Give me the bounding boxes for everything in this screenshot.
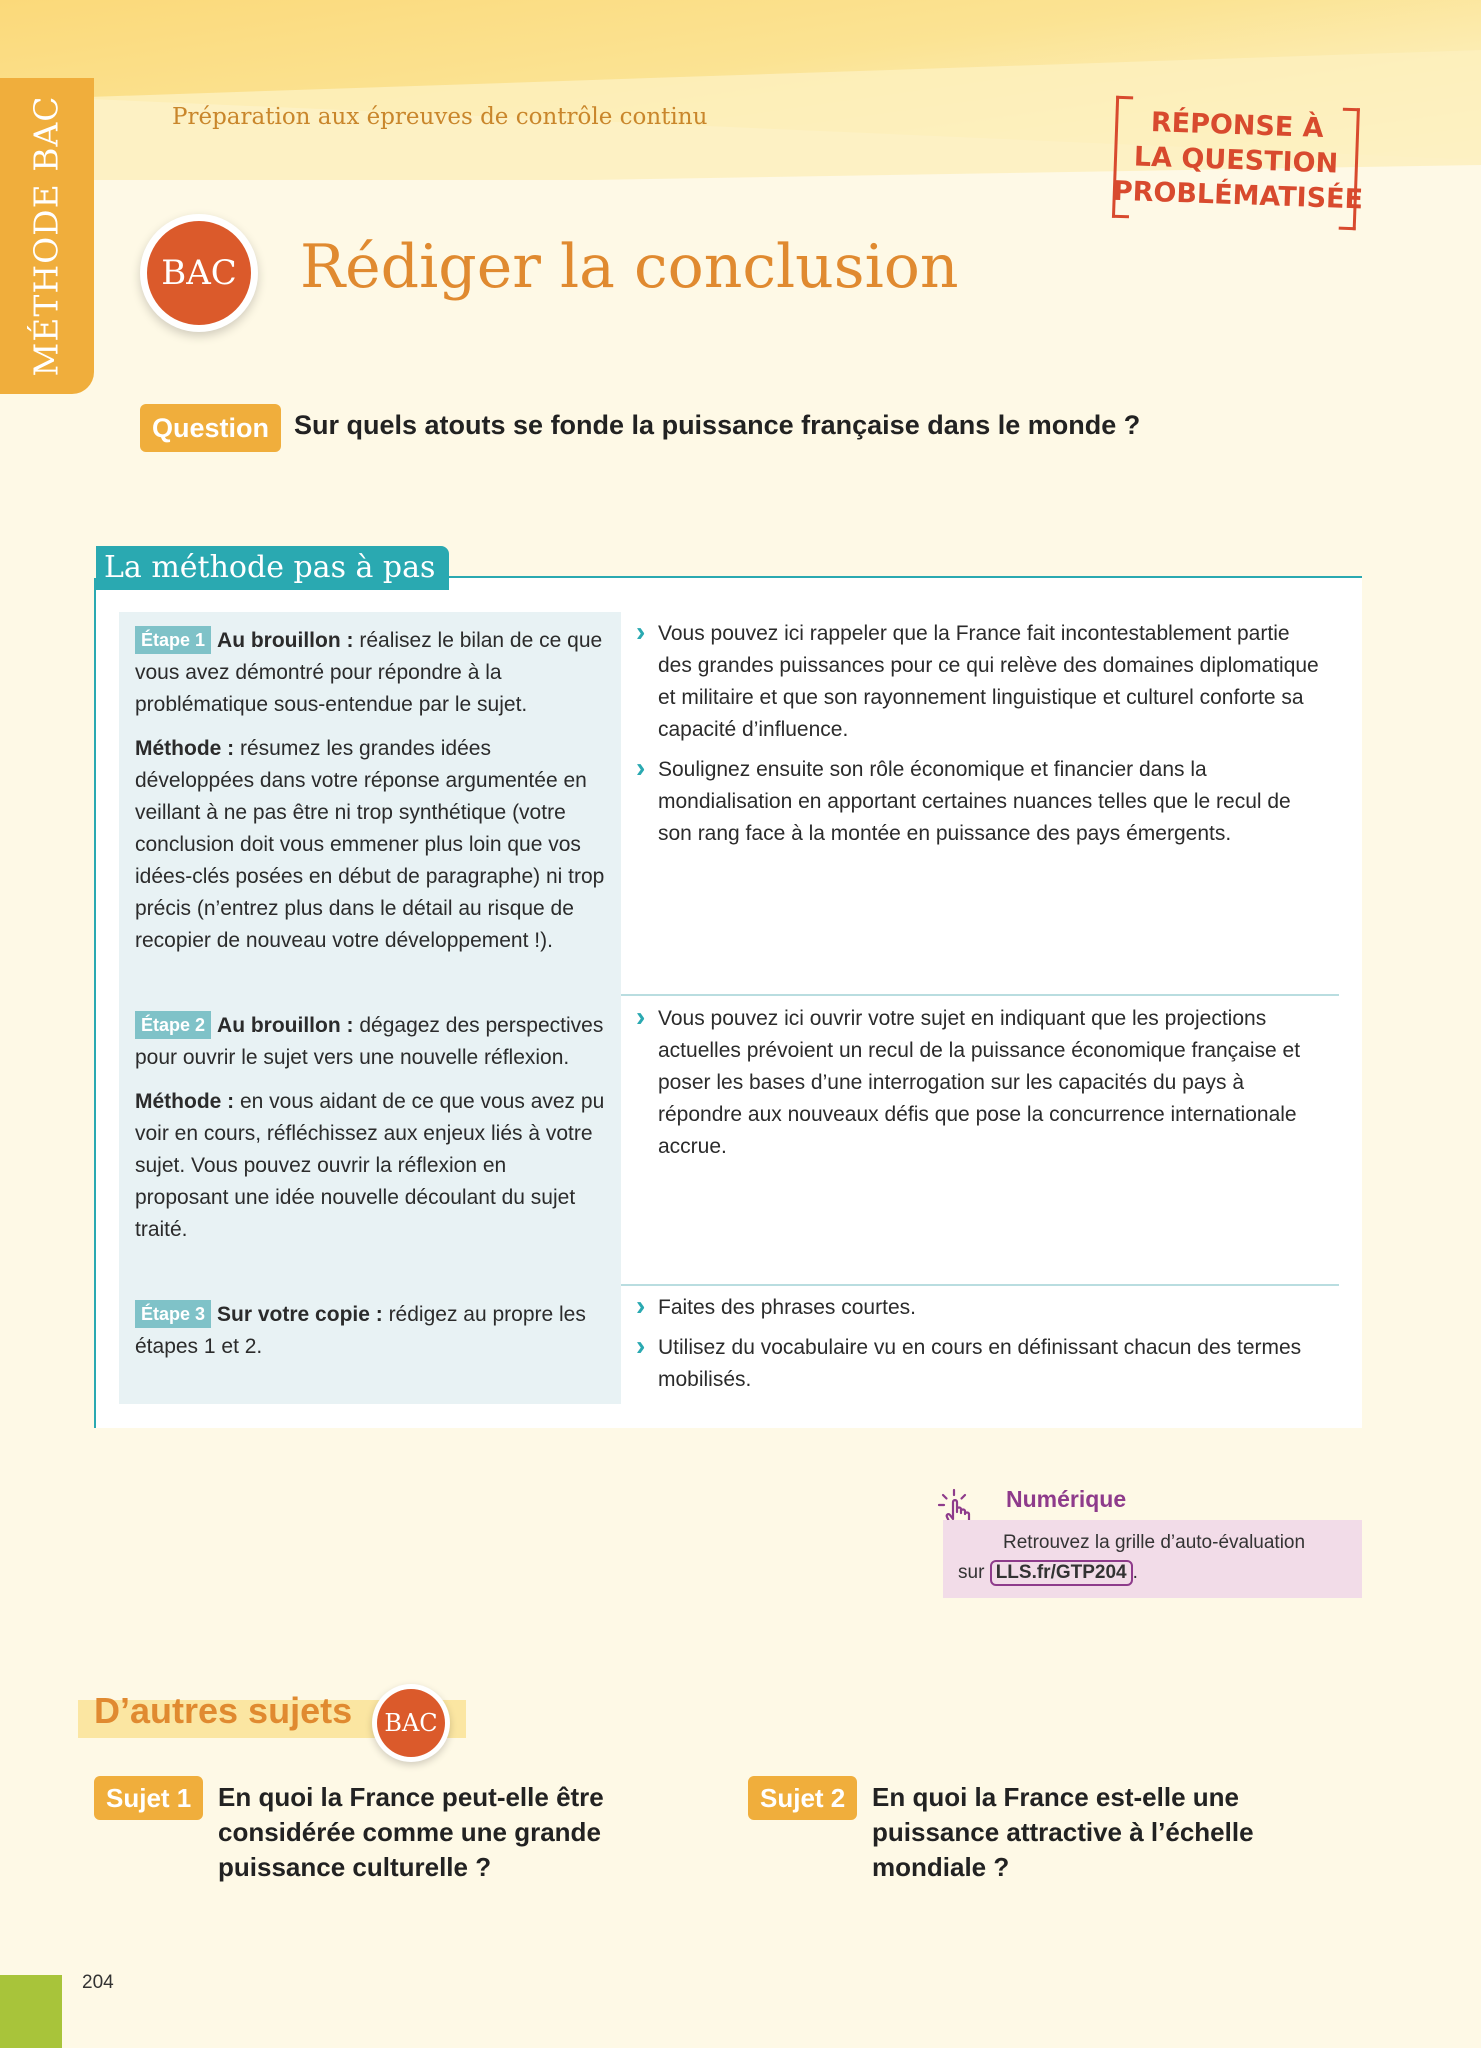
step-text: rédigez au propre les étapes 1 et 2. — [135, 1303, 586, 1358]
side-tab-label: MÉTHODE BAC — [26, 95, 66, 377]
tip-item: › Soulignez ensuite son rôle économique et financier dans la mondialisation en apportant certaines nuances telles que le recul de son rang face à la montée en puissance des pays émergents. — [636, 754, 1326, 850]
step-1 — [135, 625, 605, 969]
step-lead: Sur votre copie : — [217, 1303, 383, 1326]
page-number: 204 — [82, 1972, 114, 1993]
numerique-prefix: sur — [958, 1562, 990, 1583]
method-text: en vous aidant de ce que vous avez pu voir en cours, réfléchissez aux enjeux liés à votre sujet. Vous pouvez ouvrir la réflexion en proposant une idée nouvelle découlant du sujet traité. — [135, 1090, 605, 1241]
page-title: Rédiger la conclusion — [300, 232, 959, 302]
bac-badge — [140, 214, 258, 332]
bac-badge-small — [372, 1684, 450, 1762]
step-lead: Au brouillon : — [217, 629, 354, 652]
step-3 — [135, 1299, 605, 1375]
method-label: Méthode : — [135, 1090, 235, 1113]
stamp-line: LA QUESTION — [1133, 141, 1339, 180]
sujet-1-label: Sujet 1 — [94, 1776, 203, 1820]
step-1-tips — [636, 618, 1326, 858]
method-text: résumez les grandes idées développées dans votre réponse argumentée en veillant à ne pas être ni trop synthétique (votre conclusion doit vous emmener plus loin que vos idées-clés posées en début de paragraphe) ni trop précis (n’entrez plus dans le détail au risque de recopier de nouveau votre développement !). — [135, 737, 605, 952]
step-lead: Au brouillon : — [217, 1014, 354, 1037]
stamp-line: RÉPONSE À — [1150, 107, 1325, 145]
tip-item: › Faites des phrases courtes. — [636, 1292, 1326, 1324]
method-border — [94, 578, 96, 1428]
numerique-suffix: . — [1132, 1562, 1138, 1583]
numerique-text: Retrouvez la grille d’auto-évaluation — [1003, 1532, 1306, 1553]
step-text: dégagez des perspectives pour ouvrir le sujet vers une nouvelle réflexion. — [135, 1014, 604, 1069]
autres-title: D’autres sujets — [94, 1690, 353, 1731]
row-separator — [621, 1284, 1339, 1286]
step-tag: Étape 1 — [135, 626, 211, 654]
row-separator — [621, 994, 1339, 996]
step-2 — [135, 1010, 605, 1258]
tip-item: › Utilisez du vocabulaire vu en cours en définissant chacun des termes mobilisés. — [636, 1332, 1326, 1396]
bac-badge-small-label: BAC — [377, 1689, 445, 1757]
step-3-tips — [636, 1292, 1326, 1404]
bac-badge-label: BAC — [147, 221, 251, 325]
preparation-subtitle: Préparation aux épreuves de contrôle continu — [172, 104, 708, 130]
numerique-link[interactable]: LLS.fr/GTP204 — [990, 1560, 1133, 1586]
question-label: Question — [140, 404, 281, 452]
question-text: Sur quels atouts se fonde la puissance française dans le monde ? — [294, 410, 1141, 440]
stamp-line: PROBLÉMATISÉE — [1112, 175, 1364, 216]
step-2-tips — [636, 1003, 1326, 1171]
tip-item: › Vous pouvez ici ouvrir votre sujet en indiquant que les projections actuelles prévoient un recul de la puissance économique française et poser les bases d’une interrogation sur les capacités du pays à répondre aux nouveaux défis que pose la concurrence internationale accrue. — [636, 1003, 1326, 1163]
question-type-stamp — [1112, 96, 1364, 226]
sujet-1-text: En quoi la France peut-elle être considérée comme une grande puissance culturelle ? — [218, 1782, 604, 1882]
step-tag: Étape 2 — [135, 1011, 211, 1039]
numerique-title: Numérique — [1006, 1486, 1127, 1512]
tip-item: › Vous pouvez ici rappeler que la France fait incontestablement partie des grandes puissances pour ce qui relève des domaines diplomatique et militaire et que son rayonnement linguistique et culturel conforte sa capacité d’influence. — [636, 618, 1326, 746]
step-text: réalisez le bilan de ce que vous avez démontré pour répondre à la problématique sous-entendue par le sujet. — [135, 629, 603, 716]
numerique-link-line — [958, 1560, 1138, 1586]
method-title: La méthode pas à pas — [96, 546, 449, 590]
sujet-2-text: En quoi la France est-elle une puissance attractive à l’échelle mondiale ? — [872, 1782, 1254, 1882]
method-label: Méthode : — [135, 737, 235, 760]
step-tag: Étape 3 — [135, 1300, 211, 1328]
page-corner-tab — [0, 1975, 62, 2048]
sujet-2-label: Sujet 2 — [748, 1776, 857, 1820]
